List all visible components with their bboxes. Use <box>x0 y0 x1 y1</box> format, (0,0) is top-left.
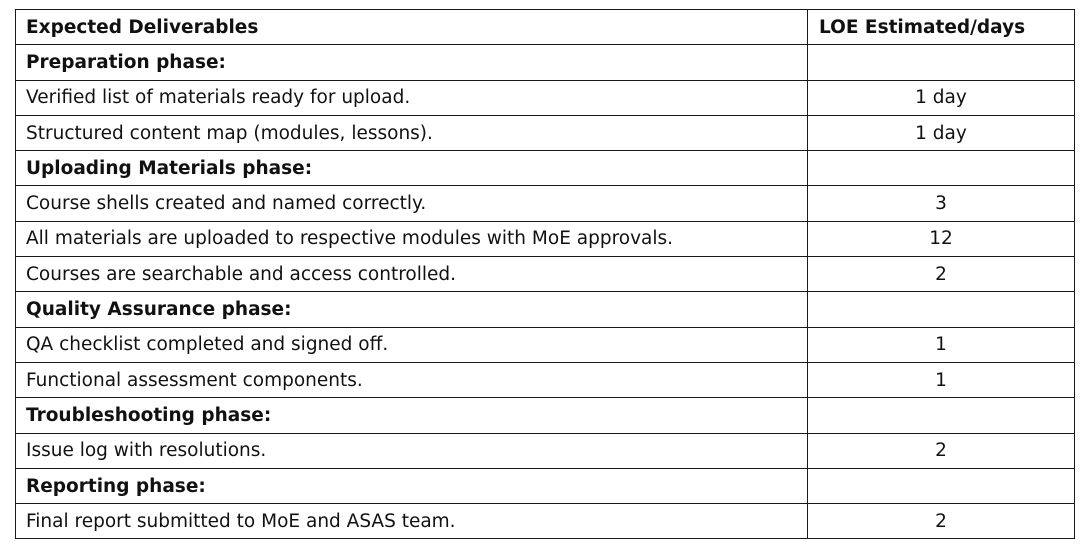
loe-cell: 1 <box>808 327 1075 362</box>
loe-cell: 2 <box>808 504 1075 539</box>
table-header-row <box>16 10 1075 45</box>
loe-cell: 3 <box>808 186 1075 221</box>
table-row <box>16 115 1075 150</box>
loe-cell: 1 day <box>808 80 1075 115</box>
deliverable-cell: All materials are uploaded to respective modules with MoE approvals. <box>16 221 808 256</box>
deliverable-cell: Course shells created and named correctly. <box>16 186 808 221</box>
table-row <box>16 433 1075 468</box>
phase-title-cell: Uploading Materials phase: <box>16 151 808 186</box>
phase-title-cell: Preparation phase: <box>16 45 808 80</box>
deliverable-cell: Functional assessment components. <box>16 362 808 397</box>
phase-header-row <box>16 468 1075 503</box>
loe-cell <box>808 292 1075 327</box>
loe-cell: 2 <box>808 433 1075 468</box>
deliverables-table <box>15 9 1075 539</box>
table-row <box>16 186 1075 221</box>
deliverable-cell: Structured content map (modules, lessons). <box>16 115 808 150</box>
loe-cell: 12 <box>808 221 1075 256</box>
deliverables-table-container <box>15 9 1075 539</box>
phase-header-row <box>16 151 1075 186</box>
loe-cell <box>808 468 1075 503</box>
phase-header-row <box>16 398 1075 433</box>
deliverable-cell: Verified list of materials ready for upload. <box>16 80 808 115</box>
table-row <box>16 257 1075 292</box>
header-expected-deliverables: Expected Deliverables <box>16 10 808 45</box>
deliverable-cell: Courses are searchable and access controlled. <box>16 257 808 292</box>
table-row <box>16 221 1075 256</box>
deliverable-cell: Final report submitted to MoE and ASAS team. <box>16 504 808 539</box>
phase-header-row <box>16 45 1075 80</box>
table-row <box>16 362 1075 397</box>
loe-cell <box>808 45 1075 80</box>
deliverable-cell: Issue log with resolutions. <box>16 433 808 468</box>
header-loe-estimated-days: LOE Estimated/days <box>808 10 1075 45</box>
phase-title-cell: Troubleshooting phase: <box>16 398 808 433</box>
table-row <box>16 504 1075 539</box>
phase-header-row <box>16 292 1075 327</box>
deliverable-cell: QA checklist completed and signed off. <box>16 327 808 362</box>
phase-title-cell: Quality Assurance phase: <box>16 292 808 327</box>
phase-title-cell: Reporting phase: <box>16 468 808 503</box>
loe-cell <box>808 151 1075 186</box>
loe-cell: 2 <box>808 257 1075 292</box>
table-row <box>16 327 1075 362</box>
loe-cell <box>808 398 1075 433</box>
table-body <box>16 45 1075 539</box>
table-row <box>16 80 1075 115</box>
loe-cell: 1 <box>808 362 1075 397</box>
loe-cell: 1 day <box>808 115 1075 150</box>
